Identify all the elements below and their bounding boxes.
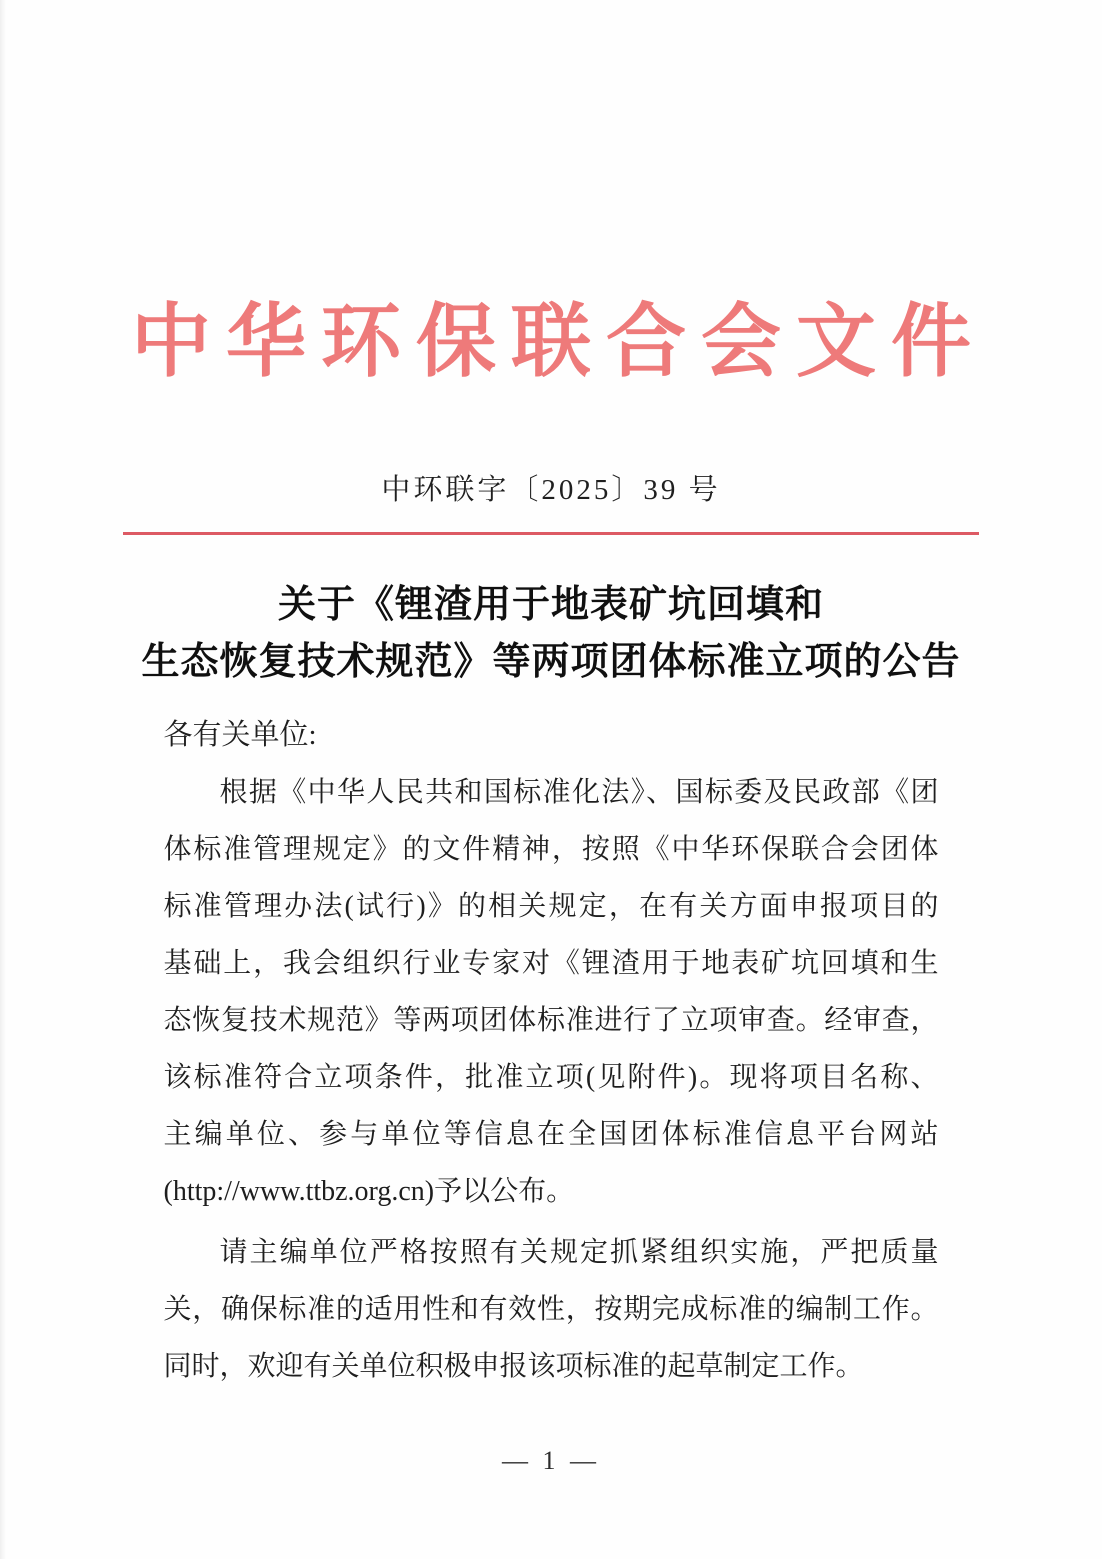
- salutation: 各有关单位:: [163, 719, 317, 751]
- document-title-line-2: 生态恢复技术规范》等两项团体标准立项的公告: [141, 641, 961, 683]
- paragraph-1-line: 标准管理办法(试行)》的相关规定，在有关方面申报项目的: [163, 891, 939, 922]
- paragraph-1-line: 基础上，我会组织行业专家对《锂渣用于地表矿坑回填和生: [163, 948, 939, 979]
- paragraph-2-line: 请主编单位严格按照有关规定抓紧组织实施，严把质量: [219, 1237, 939, 1268]
- paragraph-2-line: 关，确保标准的适用性和有效性，按期完成标准的编制工作。: [163, 1294, 939, 1325]
- paragraph-1-line: 主编单位、参与单位等信息在全国团体标准信息平台网站: [163, 1119, 939, 1150]
- letterhead-org-title: 中华环保联合会文件: [131, 299, 986, 387]
- document-reference-number: 中环联字〔2025〕39 号: [381, 474, 721, 506]
- paragraph-1: [164, 764, 939, 1220]
- paragraph-1-line: 该标准符合立项条件，批准立项(见附件)。现将项目名称、: [163, 1062, 939, 1093]
- document-title-line-1: 关于《锂渣用于地表矿坑回填和: [277, 584, 824, 626]
- paragraph-1-line: (http://www.ttbz.org.cn)予以公布。: [163, 1176, 575, 1207]
- paragraph-1-line: 体标准管理规定》的文件精神，按照《中华环保联合会团体: [163, 834, 939, 865]
- page-number: — 1 —: [502, 1446, 600, 1475]
- scan-edge-shadow: [0, 0, 6, 1559]
- paragraph-2: [164, 1224, 939, 1395]
- paragraph-1-line: 根据《中华人民共和国标准化法》、国标委及民政部《团: [219, 777, 939, 808]
- document-title: [0, 577, 1102, 691]
- document-body: [164, 707, 939, 1395]
- red-divider-rule: [123, 532, 979, 535]
- paragraph-1-line: 态恢复技术规范》等两项团体标准进行了立项审查。经审查，: [163, 1005, 939, 1036]
- paragraph-2-line: 同时，欢迎有关单位积极申报该项标准的起草制定工作。: [163, 1351, 864, 1382]
